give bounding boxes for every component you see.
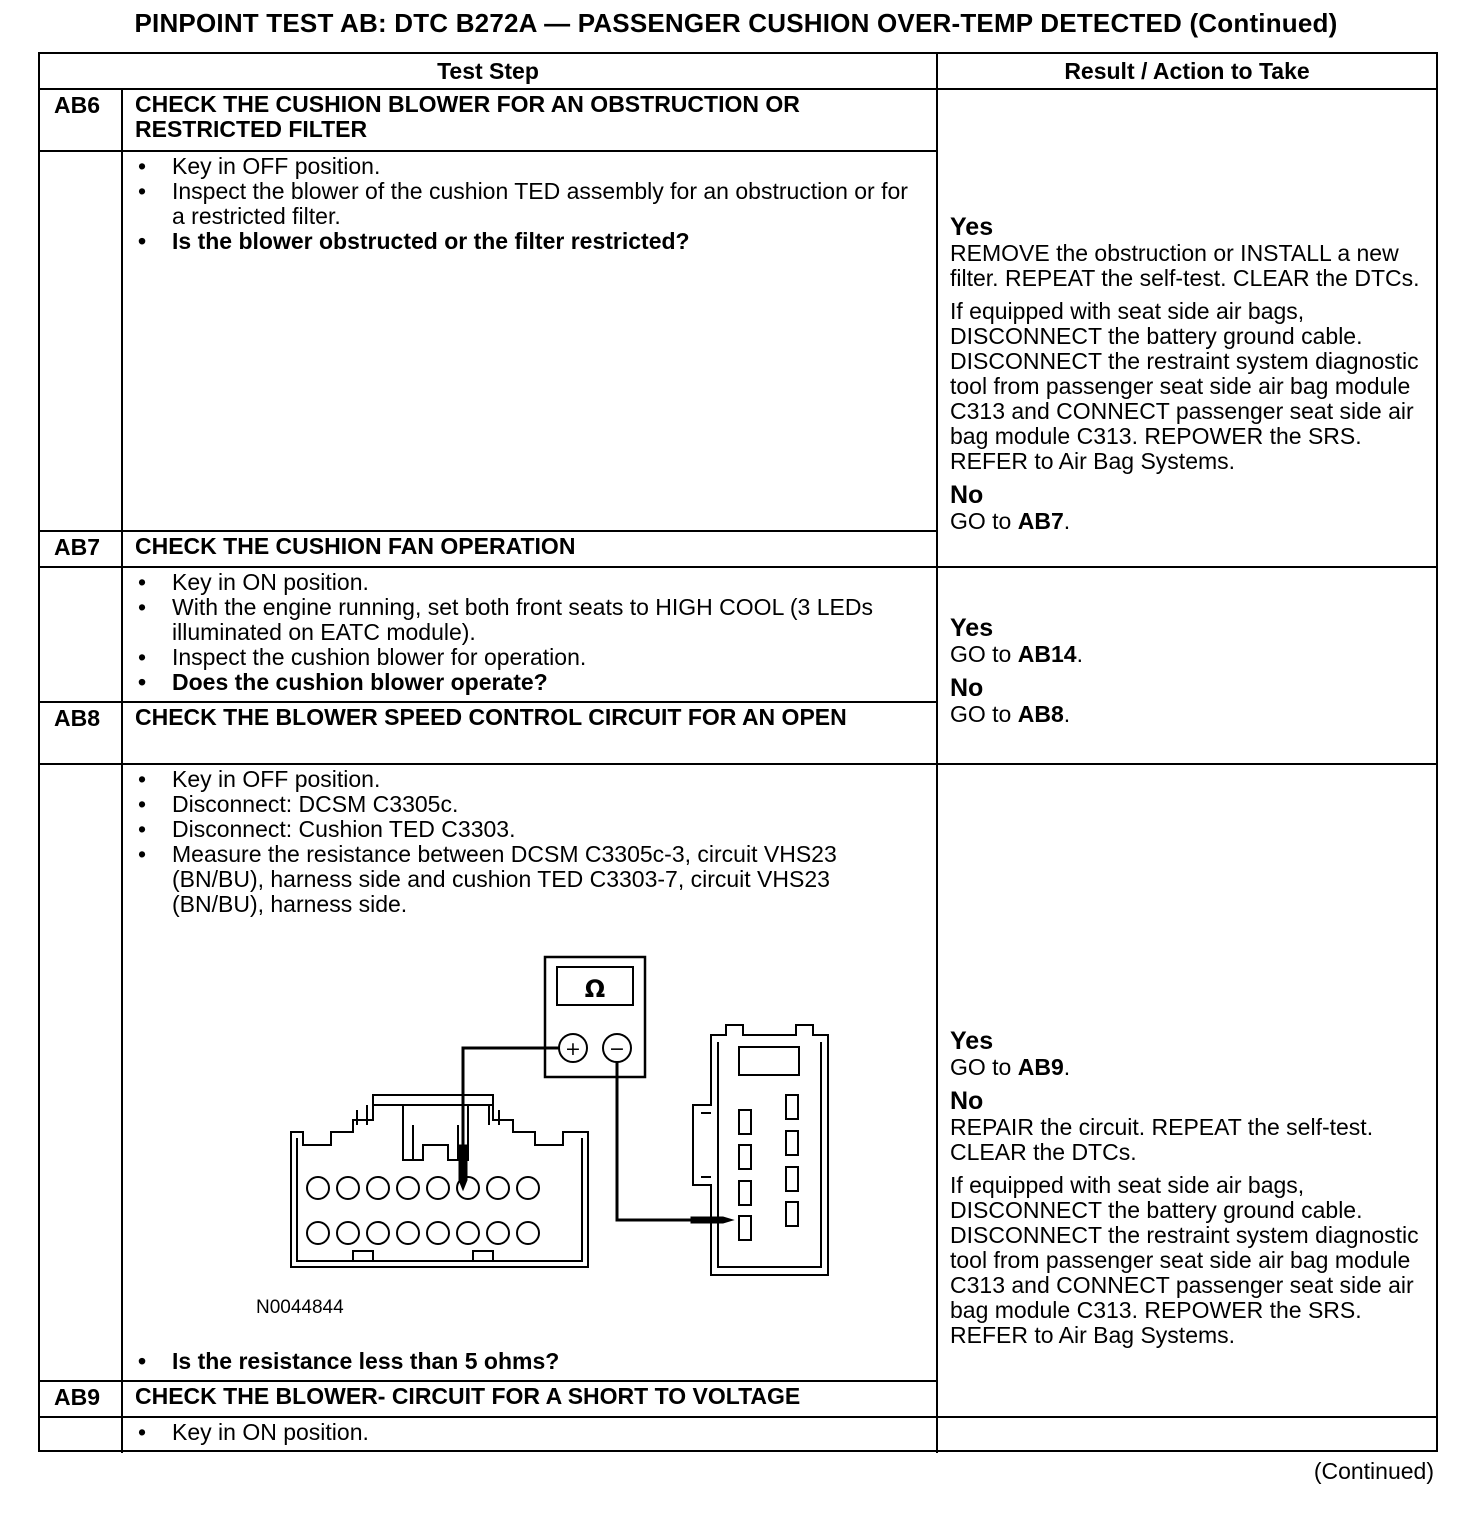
step-heading-ab7: CHECK THE CUSHION FAN OPERATION bbox=[123, 532, 938, 568]
result-ab7 bbox=[938, 568, 1436, 765]
resistance-measurement-diagram bbox=[273, 955, 873, 1285]
step-heading-ab9: CHECK THE BLOWER- CIRCUIT FOR A SHORT TO VOLTAGE bbox=[123, 1382, 938, 1418]
continued-label: (Continued) bbox=[1313, 1458, 1434, 1484]
blank-ab7 bbox=[40, 568, 123, 703]
result-ab9 bbox=[938, 1418, 1436, 1453]
plus-terminal: + bbox=[565, 1038, 581, 1060]
pinpoint-test-table bbox=[38, 52, 1438, 1452]
blank-ab6 bbox=[40, 152, 123, 532]
yes-text-ab6: REMOVE the obstruction or INSTALL a new filter. REPEAT the self-test. CLEAR the DTCs. bbox=[950, 240, 1420, 291]
yes-text-ab8: GO to AB9. bbox=[950, 1054, 1071, 1080]
dcsm-connector-icon bbox=[291, 1095, 588, 1267]
no-label-ab6: No bbox=[950, 481, 984, 509]
question-ab6: • Is the blower obstructed or the filter restricted? bbox=[135, 229, 926, 254]
step-heading-ab8: CHECK THE BLOWER SPEED CONTROL CIRCUIT FOR AN OPEN bbox=[123, 703, 938, 765]
goto-ab14-link[interactable]: AB14 bbox=[1017, 641, 1077, 667]
bullet-ab8-4: • Measure the resistance between DCSM C3305c-3, circuit VHS23 (BN/BU), harness side and cushion TED C3303-7, circuit VHS23 (BN/BU), harness side. bbox=[135, 842, 926, 917]
yes-note-ab6: If equipped with seat side air bags, DISCONNECT the battery ground cable. DISCONNECT the restraint system diagnostic tool from passenger seat side air bag module C313 and CONNECT passenger seat side air bag module C313. REPOWER the SRS. REFER to Air Bag Systems. bbox=[950, 298, 1419, 474]
bullet-ab6-2: • Inspect the blower of the cushion TED assembly for an obstruction or for a restricted filter. bbox=[135, 179, 926, 229]
bullet-ab8-3: • Disconnect: Cushion TED C3303. bbox=[135, 817, 926, 842]
dcsm-lower-cavities bbox=[307, 1222, 539, 1244]
yes-label-ab8: Yes bbox=[950, 1027, 994, 1055]
yes-label-ab6: Yes bbox=[950, 213, 994, 241]
result-ab6 bbox=[938, 152, 1436, 568]
no-label-ab8: No bbox=[950, 1087, 984, 1115]
cushion-ted-connector-icon bbox=[693, 1025, 828, 1275]
bullet-ab7-1: • Key in ON position. bbox=[135, 570, 926, 595]
step-id-ab6: AB6 bbox=[40, 90, 123, 152]
step-body-ab8 bbox=[123, 765, 938, 1382]
probe-tip-positive bbox=[459, 1145, 467, 1190]
bullet-ab6-1: • Key in OFF position. bbox=[135, 154, 926, 179]
ohm-symbol: Ω bbox=[584, 975, 606, 1003]
step-heading-ab6: CHECK THE CUSHION BLOWER FOR AN OBSTRUCTION OR RESTRICTED FILTER bbox=[123, 90, 938, 152]
yes-text-ab7: GO to AB14. bbox=[950, 641, 1083, 667]
bullet-ab8-1: • Key in OFF position. bbox=[135, 767, 926, 792]
col-header-result: Result / Action to Take bbox=[938, 54, 1436, 90]
test-leads bbox=[463, 1048, 693, 1220]
figure-label: N0044844 bbox=[256, 1297, 344, 1318]
ted-right-cavities bbox=[786, 1095, 798, 1226]
goto-ab9-link[interactable]: AB9 bbox=[1017, 1054, 1064, 1080]
no-text-ab7: GO to AB8. bbox=[950, 701, 1071, 727]
bullet-ab9-1: • Key in ON position. bbox=[135, 1420, 926, 1445]
step-id-ab7: AB7 bbox=[40, 532, 123, 568]
ohmmeter-icon bbox=[545, 957, 645, 1077]
goto-ab7-link[interactable]: AB7 bbox=[1017, 508, 1064, 534]
step-id-ab8: AB8 bbox=[40, 703, 123, 765]
no-label-ab7: No bbox=[950, 674, 984, 702]
step-id-ab9: AB9 bbox=[40, 1382, 123, 1418]
goto-ab8-link[interactable]: AB8 bbox=[1017, 701, 1064, 727]
no-text-ab6: GO to AB7. bbox=[950, 508, 1071, 534]
no-note-ab8: If equipped with seat side air bags, DISCONNECT the battery ground cable. DISCONNECT the restraint system diagnostic tool from passenger seat side air bag module C313 and CONNECT passenger seat side air bag module C313. REPOWER the SRS. REFER to Air Bag Systems. bbox=[950, 1172, 1419, 1348]
col-header-test-step: Test Step bbox=[40, 54, 938, 90]
ted-left-cavities bbox=[739, 1110, 751, 1240]
question-ab7: • Does the cushion blower operate? bbox=[135, 670, 926, 695]
dcsm-upper-cavities bbox=[307, 1177, 569, 1199]
blank-ab9 bbox=[40, 1418, 123, 1453]
no-text-ab8: REPAIR the circuit. REPEAT the self-test. CLEAR the DTCs. bbox=[950, 1114, 1374, 1165]
question-ab8: • Is the resistance less than 5 ohms? bbox=[135, 1349, 559, 1374]
minus-terminal: − bbox=[609, 1038, 625, 1060]
step-body-ab9 bbox=[123, 1418, 938, 1453]
bullet-ab7-3: • Inspect the cushion blower for operation. bbox=[135, 645, 926, 670]
bullet-ab8-2: • Disconnect: DCSM C3305c. bbox=[135, 792, 926, 817]
step-body-ab7 bbox=[123, 568, 938, 703]
step-body-ab6 bbox=[123, 152, 938, 532]
yes-label-ab7: Yes bbox=[950, 614, 994, 642]
blank-ab8 bbox=[40, 765, 123, 1382]
page-title: PINPOINT TEST AB: DTC B272A — PASSENGER CUSHION OVER-TEMP DETECTED (Continued) bbox=[134, 8, 1338, 38]
bullet-ab7-2: • With the engine running, set both front seats to HIGH COOL (3 LEDs illuminated on EATC module). bbox=[135, 595, 926, 645]
result-ab8 bbox=[938, 765, 1436, 1418]
